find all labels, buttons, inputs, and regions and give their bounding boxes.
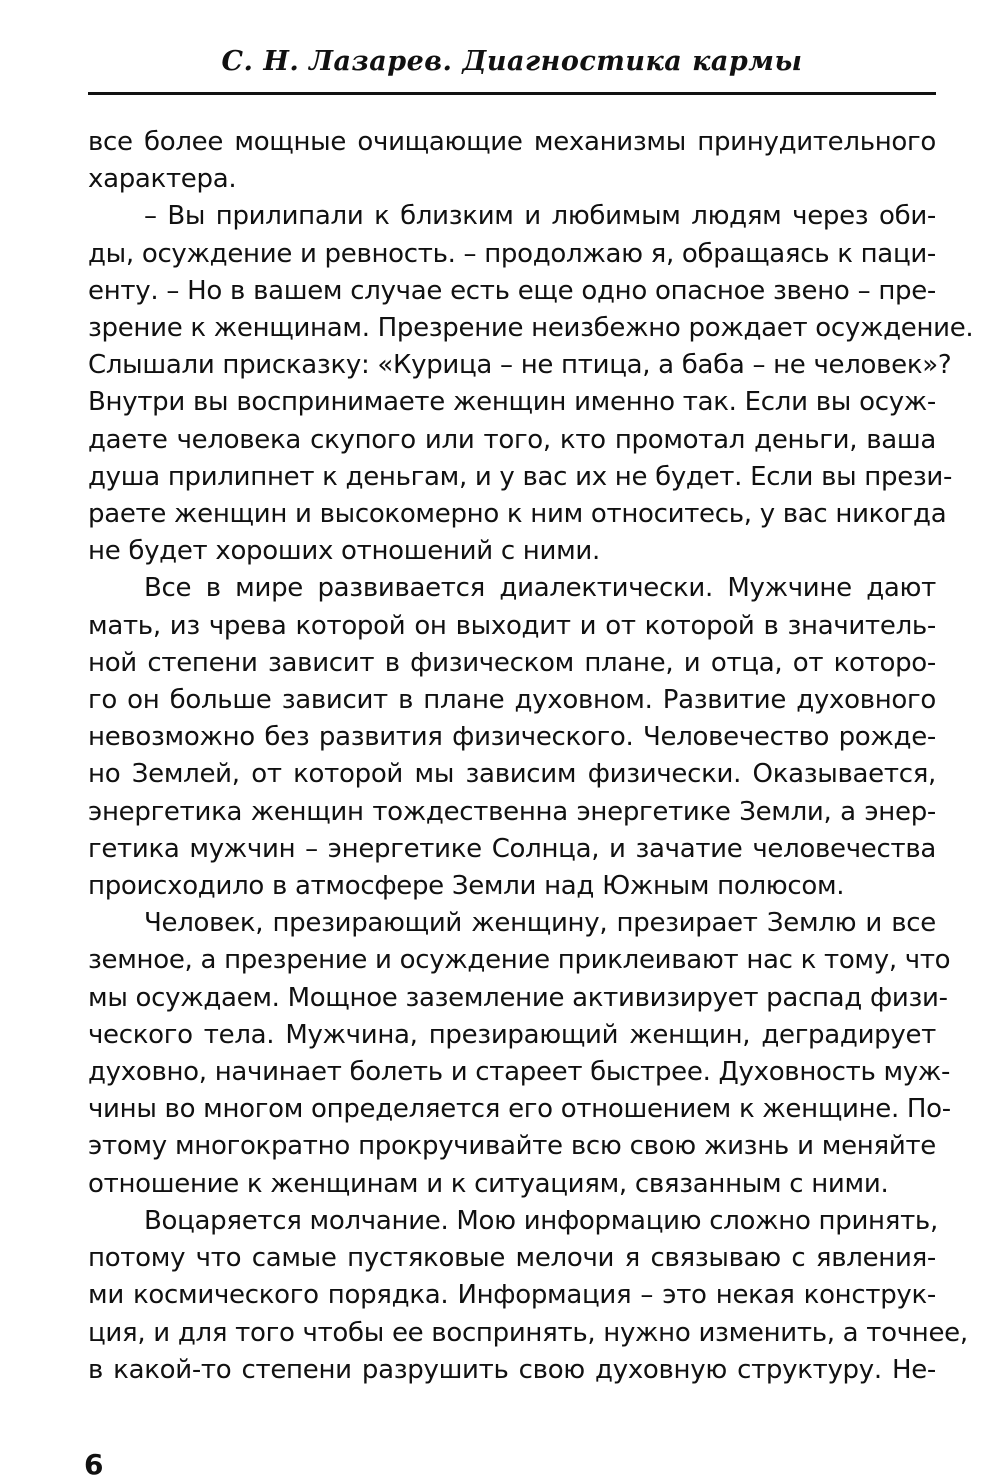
text-line: го он больше зависит в плане духовном. Развитие духовного [88, 685, 936, 716]
text-line: ция, и для того чтобы ее воспринять, нужно изменить, а точнее, [88, 1317, 968, 1348]
text-line: зрение к женщинам. Презрение неизбежно рождает осуждение. [88, 313, 974, 344]
text-line: даете человека скупого или того, кто промотал деньги, ваша [88, 424, 936, 455]
text-line: душа прилипнет к деньгам, и у вас их не будет. Если вы прези- [88, 461, 953, 492]
text-line: все более мощные очищающие механизмы принудительного [88, 127, 936, 157]
text-line: происходило в атмосфере Земли над Южным полюсом. [88, 871, 845, 902]
text-line: духовно, начинает болеть и стареет быстрее. Духовность муж- [88, 1057, 951, 1088]
text-line: в какой-то степени разрушить свою духовную структуру. Не- [88, 1354, 936, 1385]
text-line: – Вы прилипали к близким и любимым людям через оби- [144, 201, 936, 232]
text-line: невозможно без развития физического. Человечество рожде- [88, 722, 936, 753]
text-line: мы осуждаем. Мощное заземление активизирует распад физи- [88, 982, 948, 1013]
text-line: не будет хороших отношений с ними. [88, 536, 600, 567]
text-line: Внутри вы воспринимаете женщин именно так. Если вы осуж- [88, 387, 936, 418]
page-number: 6 [84, 1448, 104, 1481]
text-line: отношение к женщинам и к ситуациям, связанным с ними. [88, 1168, 889, 1199]
running-header: С. Н. Лазарев. Диагностика кармы [221, 46, 803, 77]
text-line: ды, осуждение и ревность. – продолжаю я, обращаясь к паци- [88, 238, 937, 269]
text-line: характера. [88, 164, 237, 195]
text-line: чины во многом определяется его отношением к женщине. По- [88, 1094, 951, 1125]
text-line: Воцаряется молчание. Мою информацию сложно принять, [144, 1205, 938, 1236]
text-line: Слышали присказку: «Курица – не птица, а баба – не человек»? [88, 350, 952, 381]
text-line: земное, а презрение и осуждение приклеивают нас к тому, что [88, 945, 951, 976]
text-line: мать, из чрева которой он выходит и от которой в значитель- [88, 610, 936, 641]
text-line: энергетика женщин тождественна энергетике Земли, а энер- [88, 796, 936, 827]
text-line: этому многократно прокручивайте всю свою жизнь и меняйте [88, 1131, 936, 1162]
text-line: потому что самые пустяковые мелочи я связываю с явления- [88, 1243, 936, 1274]
text-line: Все в мире развивается диалектически. Мужчине дают [144, 573, 936, 604]
text-line: ми космического порядка. Информация – это некая конструк- [88, 1280, 936, 1311]
header-rule [88, 92, 936, 95]
text-line: Человек, презирающий женщину, презирает Землю и все [144, 908, 936, 939]
text-line: раете женщин и высокомерно к ним относитесь, у вас никогда [88, 499, 947, 530]
text-line: ческого тела. Мужчина, презирающий женщин, деградирует [88, 1019, 936, 1050]
text-line: ной степени зависит в физическом плане, и отца, от которо- [88, 647, 936, 678]
text-line: енту. – Но в вашем случае есть еще одно опасное звено – пре- [88, 275, 936, 306]
text-line: но Землей, от которой мы зависим физически. Оказывается, [88, 759, 936, 790]
body-text [88, 124, 974, 1389]
text-line: гетика мужчин – энергетике Солнца, и зачатие человечества [88, 833, 936, 864]
